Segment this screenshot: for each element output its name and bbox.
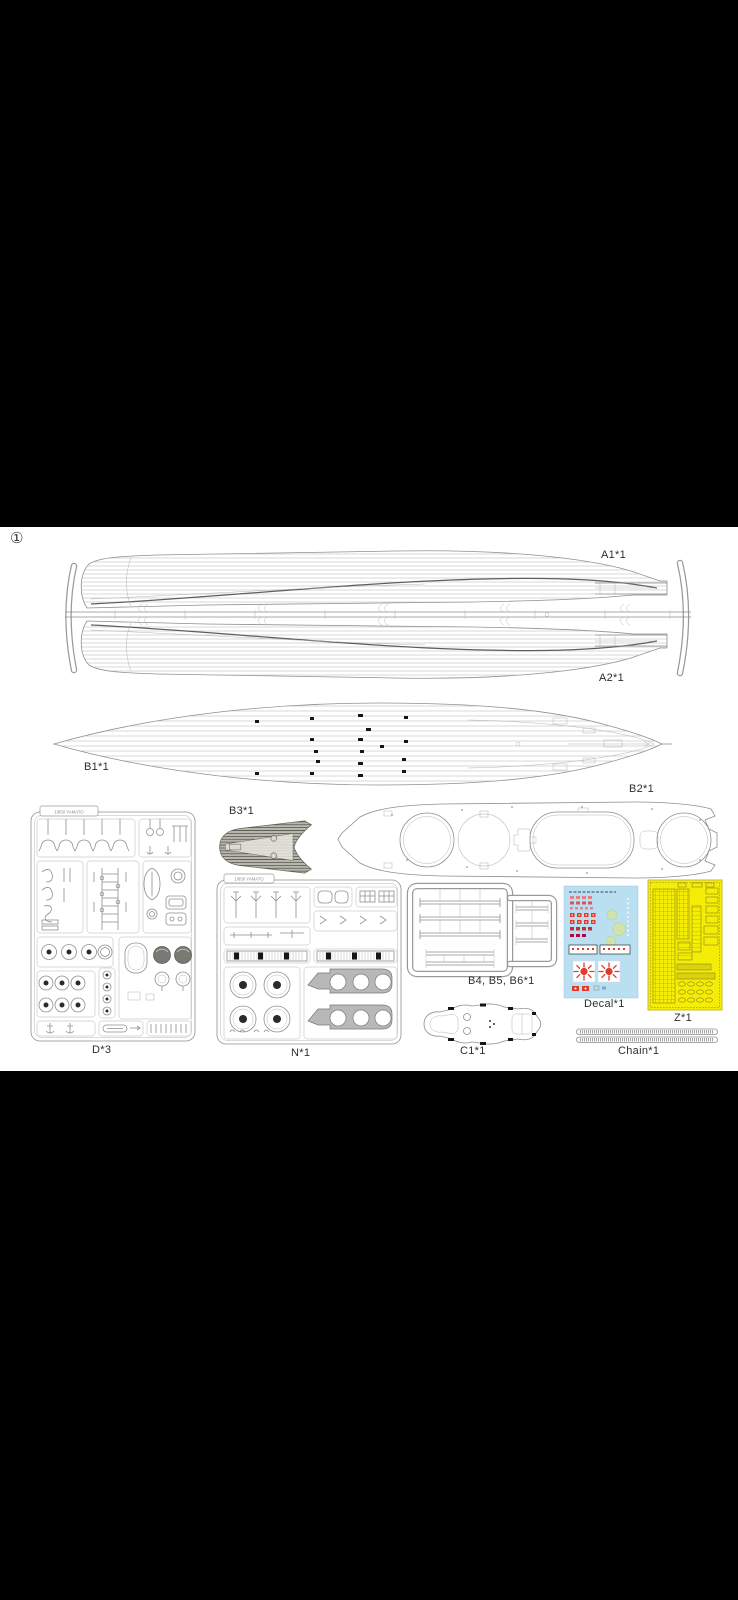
d-turret-base-parts: [39, 945, 112, 1016]
label-b456: B4, B5, B6*1: [468, 975, 535, 987]
d-anchor-parts: [46, 1023, 186, 1033]
sprue-d-drawing: [28, 802, 198, 1045]
b2-deck-dots: [391, 806, 701, 874]
part-a2-hull-half: [75, 621, 667, 678]
sprue-d-tag: 1/850 YAMATO: [54, 809, 84, 815]
chain-drawing: [575, 1028, 720, 1044]
label-chain: Chain*1: [618, 1045, 660, 1057]
part-b1-deck-drawing: [48, 698, 678, 790]
photoetch-sheet-drawing: [648, 880, 722, 1010]
d-turret-top-parts: [125, 943, 192, 1000]
label-decal: Decal*1: [584, 998, 625, 1010]
part-b2-deck-drawing: [332, 795, 722, 883]
n-turret-rings: [230, 972, 290, 1032]
n-mast-parts: [231, 892, 301, 918]
label-d: D*3: [92, 1044, 112, 1056]
step-number-badge: ①: [10, 529, 24, 547]
c1-dark-tabs: [448, 1004, 536, 1046]
label-b2: B2*1: [629, 783, 655, 795]
d-mast-ladder-parts: [94, 868, 126, 930]
d-hook-parts: [42, 868, 70, 930]
label-a1: A1*1: [601, 549, 627, 561]
d-boat-ring-parts: [144, 868, 186, 925]
label-b3: B3*1: [229, 805, 255, 817]
label-n: N*1: [291, 1047, 311, 1059]
sprue-runner-center: [65, 610, 691, 619]
n-comb-strips: [227, 951, 394, 961]
sprue-n-tag: 1/850 YAMATO: [234, 876, 264, 882]
sprue-gates: [138, 604, 630, 625]
part-a1-hull-half: [75, 551, 667, 608]
decal-sheet-drawing: [564, 886, 638, 998]
n-funnel-deck-parts: [308, 969, 392, 1029]
b1-slot-openings: [255, 714, 408, 777]
d-small-fittings: [147, 819, 189, 854]
label-z: Z*1: [674, 1012, 693, 1024]
d-davit-parts: [39, 819, 129, 851]
label-b1: B1*1: [84, 761, 110, 773]
sprue-b456-drawing: [402, 878, 562, 984]
sprue-n-drawing: [214, 872, 404, 1048]
label-a2: A2*1: [599, 672, 625, 684]
parts-inventory-sheet: [0, 527, 738, 1071]
label-c1: C1*1: [460, 1045, 486, 1057]
part-c1-drawing: [414, 1000, 546, 1048]
part-b3-bowdeck-drawing: [210, 818, 320, 876]
